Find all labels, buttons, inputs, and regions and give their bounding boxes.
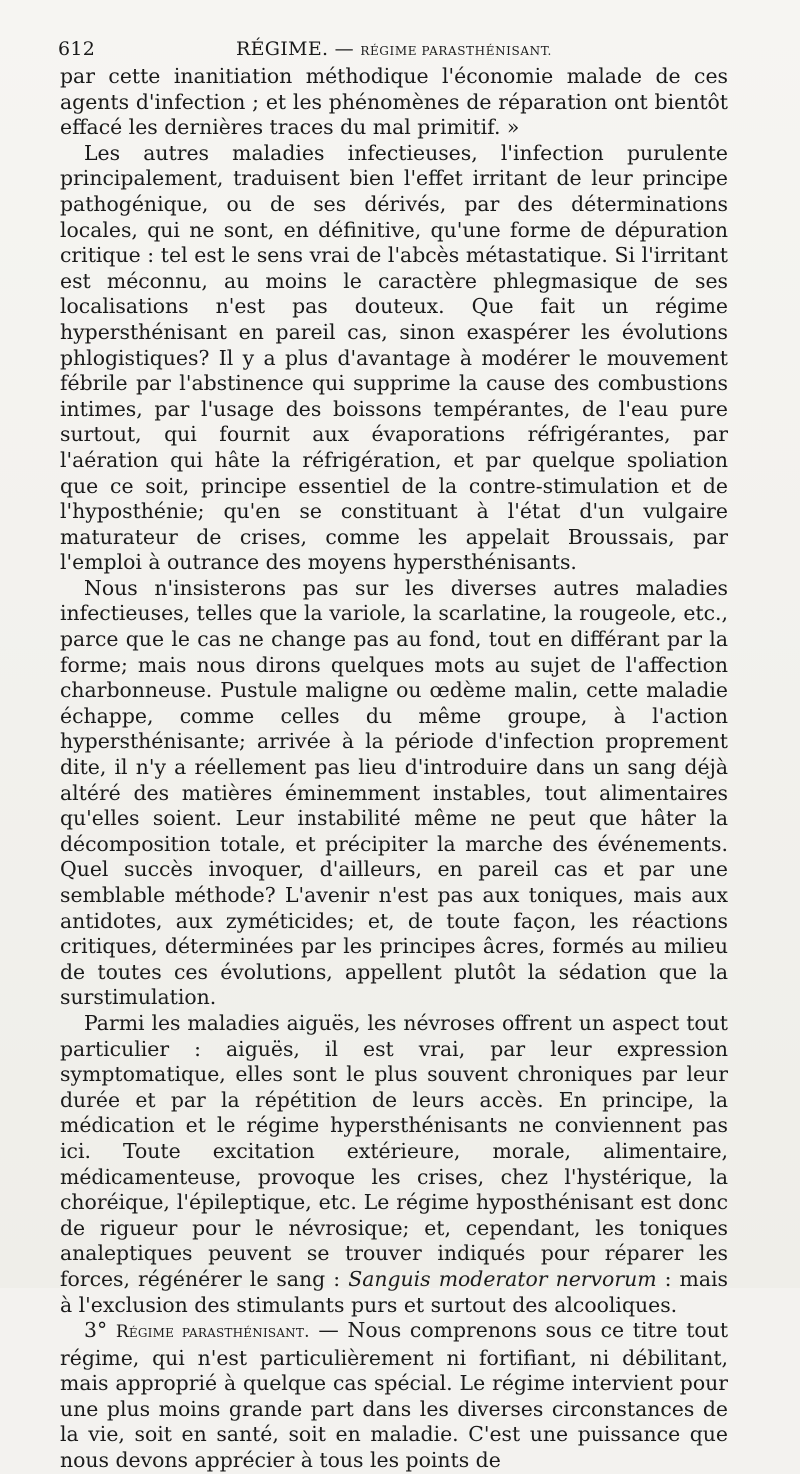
- paragraph-4: [60, 1011, 728, 1318]
- running-title-main: RÉGIME. —: [236, 38, 354, 60]
- running-title: [236, 38, 552, 60]
- paragraph-5: [60, 1318, 728, 1474]
- body-text: [60, 64, 728, 1474]
- page-number: 612: [58, 38, 96, 60]
- latin-quote: Sanguis moderator nervorum: [348, 1266, 657, 1291]
- running-title-sub: RÉGIME PARASTHÉNISANT.: [360, 44, 552, 58]
- paragraph-4-end: : mais à l'exclusion des stimulants purs et surtout des alcooliques.: [60, 1266, 729, 1317]
- paragraph-1: par cette inanitiation méthodique l'économie malade de ces agents d'infection ; et les phénomènes de réparation ont bientôt effacé les dernières traces du mal primitif. »: [60, 64, 728, 140]
- section-number: 3°: [84, 1318, 108, 1343]
- paragraph-2: Les autres maladies infectieuses, l'infection purulente principalement, traduisent bien l'effet irritant de leur principe pathogénique, ou de ses dérivés, par des déterminations locales, qui ne sont, en définitive, qu'une forme de dépuration critique : tel est le sens vrai de l'abcès métastatique. Si l'irritant est méconnu, au moins le caractère phlegmasique de ses localisations n'est pas douteux. Que fait un régime hypersthénisant en pareil cas, sinon exaspérer les évolutions phlogistiques? Il y a plus d'avantage à modérer le mouvement fébrile par l'abstinence qui supprime la cause des combustions intimes, par l'usage des boissons tempérantes, de l'eau pure surtout, qui fournit aux évaporations réfrigérantes, par l'aération qui hâte la réfrigération, et par quelque spoliation que ce soit, principe essentiel de la contre-stimulation et de l'hyposthénie; qu'en se constituant à l'état d'un vulgaire maturateur de crises, comme les appelait Broussais, par l'emploi à outrance des moyens hypersthénisants.: [60, 140, 728, 575]
- paragraph-3: Nous n'insisterons pas sur les diverses autres maladies infectieuses, telles que la variole, la scarlatine, la rougeole, etc., parce que le cas ne change pas au fond, tout en différant par la forme; mais nous dirons quelques mots au sujet de l'affection charbonneuse. Pustule maligne ou œdème malin, cette maladie échappe, comme celles du même groupe, à l'action hypersthénisante; arrivée à la période d'infection proprement dite, il n'y a réellement pas lieu d'introduire dans un sang déjà altéré des matières éminemment instables, tout alimentaires qu'elles soient. Leur instabilité même ne peut que hâter la décomposition totale, et précipiter la marche des événements. Quel succès invoquer, d'ailleurs, en pareil cas et par une semblable méthode? L'avenir n'est pas aux toniques, mais aux antidotes, aux zyméticides; et, de toute façon, les réactions critiques, déterminées par les principes âcres, formés au milieu de toutes ces évolutions, appellent plutôt la sédation que la surstimulation.: [60, 575, 728, 1010]
- paragraph-5-text: — Nous comprenons sous ce titre tout régime, qui n'est particulièrement ni fortifiant, ni débilitant, mais approprié à quelque cas spécial. Le régime intervient pour une plus moins grande part dans les diverses circonstances de la vie, soit en santé, soit en maladie. C'est une puissance que nous devons apprécier à tous les points de: [60, 1318, 729, 1473]
- paragraph-4-main: Parmi les maladies aiguës, les névroses offrent un aspect tout particulier : aiguës, il est vrai, par leur expression symptomatique, elles sont le plus souvent chroniques par leur durée et par la répétition de leurs accès. En principe, la médication et le régime hypersthénisants ne conviennent pas ici. Toute excitation extérieure, morale, alimentaire, médicamenteuse, provoque les crises, chez l'hystérique, la choréique, l'épileptique, etc. Le régime hyposthénisant est donc de rigueur pour le névrosique; et, cependant, les toniques analeptiques peuvent se trouver indiqués pour réparer les forces, régénérer le sang :: [60, 1010, 728, 1291]
- section-heading: Régime parasthénisant.: [115, 1322, 310, 1343]
